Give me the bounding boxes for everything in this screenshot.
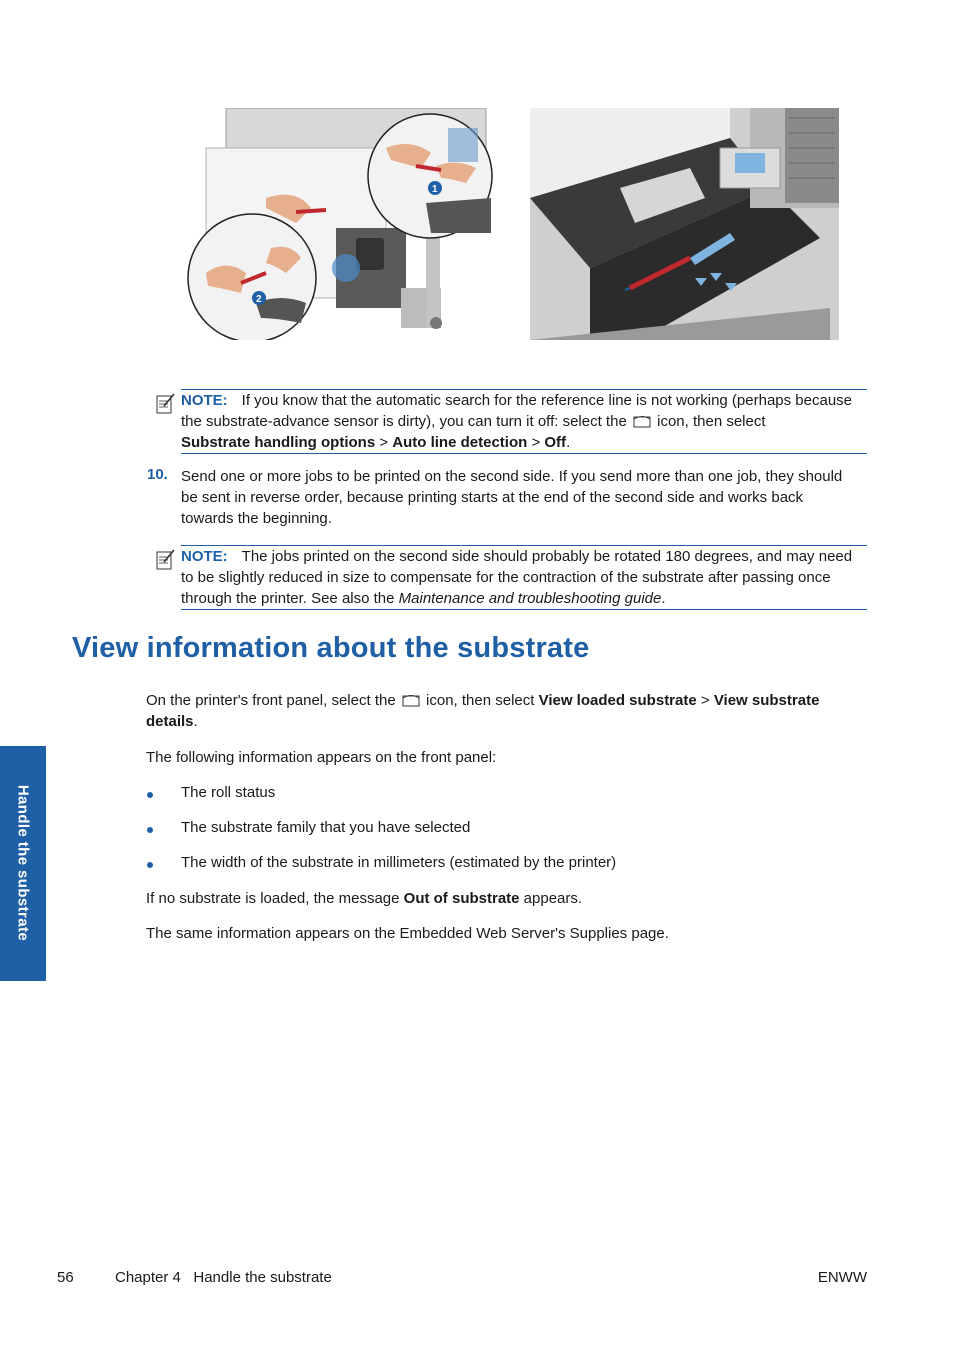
step-text: Send one or more jobs to be printed on the second side. If you send more than one job, they should be sent in reverse order, because printing starts at the end of the second side and works back towards the beginning. — [181, 468, 843, 527]
footer-locale: ENWW — [817, 1269, 867, 1286]
paragraph-info-intro: The following information appears on the front panel: — [146, 749, 497, 766]
note-text-cont: icon, then select — [657, 413, 766, 430]
note-icon — [156, 392, 176, 414]
page-number: 56 — [57, 1269, 74, 1286]
note-text: The jobs printed on the second side should probably be rotated 180 degrees, and may need to be slightly reduced in size to compensate for the contraction of the substrate after passing once through the printer. See also the — [181, 548, 853, 607]
note-icon — [156, 548, 176, 570]
section-title: View information about the substrate — [72, 632, 590, 664]
menu-path-3: Off — [544, 434, 567, 451]
note-text: If you know that the automatic search for the reference line is not working (perhaps because the substrate-advance sensor is dirty), you can turn it off: select the — [181, 392, 853, 430]
substrate-icon — [402, 693, 420, 707]
guide-reference: Maintenance and troubleshooting guide — [398, 590, 662, 607]
sensor-illustration-right — [530, 108, 839, 340]
paragraph-front-panel — [146, 690, 846, 732]
paragraph-ews: The same information appears on the Embedded Web Server's Supplies page. — [146, 925, 669, 942]
para-text: On the printer's front panel, select the — [146, 692, 396, 709]
sentence-end: . — [193, 713, 198, 730]
side-tab-label: Handle the substrate — [14, 784, 32, 942]
bullet-icon — [147, 792, 153, 798]
printer-illustration-left — [186, 108, 498, 340]
sentence-end: . — [661, 590, 666, 607]
menu-path-2: Auto line detection — [392, 434, 528, 451]
paragraph-no-substrate — [146, 888, 846, 909]
footer-chapter: Chapter 4 Handle the substrate — [115, 1269, 332, 1286]
para-text: If no substrate is loaded, the message — [146, 890, 400, 907]
para-text-cont: icon, then select — [426, 692, 535, 709]
sentence-end: . — [566, 434, 571, 451]
para-text-end: appears. — [523, 890, 583, 907]
marker-1: 1 — [432, 184, 438, 195]
list-item: The roll status — [181, 784, 276, 801]
note-auto-line-detection — [181, 389, 867, 454]
bullet-icon — [147, 862, 153, 868]
menu-separator: > — [700, 692, 710, 709]
note-rotate-jobs — [181, 545, 867, 610]
list-item: The substrate family that you have selected — [181, 819, 471, 836]
menu-separator: > — [379, 434, 389, 451]
chapter-side-tab — [0, 746, 46, 981]
bullet-icon — [147, 827, 153, 833]
note-label: NOTE: — [181, 392, 228, 409]
note-label: NOTE: — [181, 548, 228, 565]
menu-separator: > — [531, 434, 541, 451]
menu-path-2: View substrate details — [146, 692, 820, 730]
message-name: Out of substrate — [403, 890, 520, 907]
menu-path-1: Substrate handling options — [181, 434, 376, 451]
step-number: 10. — [147, 466, 168, 483]
list-item: The width of the substrate in millimeters (estimated by the printer) — [181, 854, 617, 871]
menu-path-1: View loaded substrate — [538, 692, 697, 709]
marker-2: 2 — [256, 294, 262, 305]
substrate-icon — [633, 414, 651, 428]
